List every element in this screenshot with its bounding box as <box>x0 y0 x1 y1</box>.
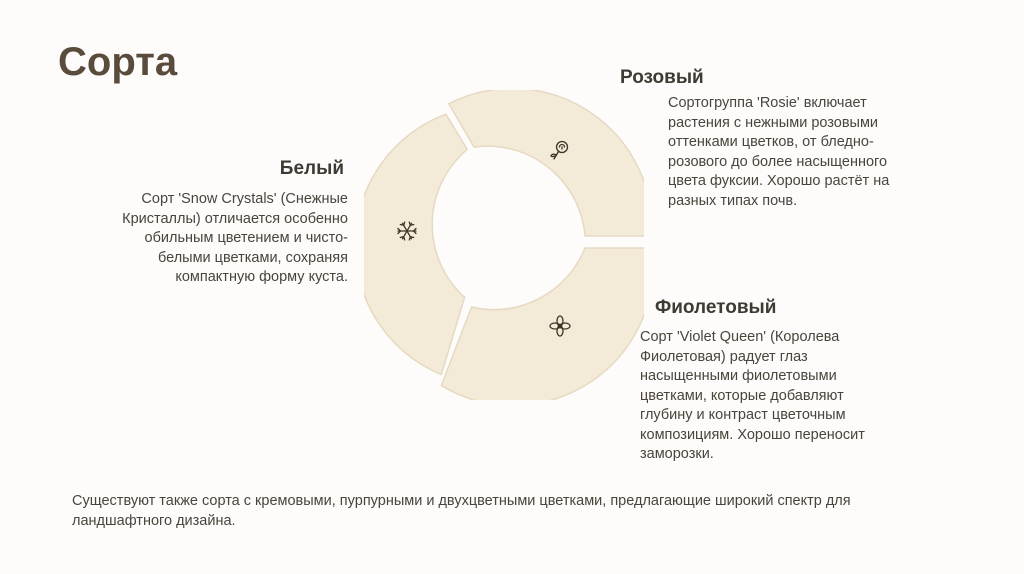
slide-title: Сорта <box>58 40 178 84</box>
segment-pink-heading: Розовый <box>620 67 704 88</box>
footer-text: Существуют также сорта с кремовыми, пурпурными и двухцветными цветками, предлагающие широкий спектр для ландшафтного дизайна. <box>72 493 851 529</box>
segment-violet <box>441 248 644 400</box>
segment-white-heading: Белый <box>279 158 344 179</box>
cycle-diagram <box>364 90 644 400</box>
segment-pink-text: Сортогруппа 'Rosie' включает растения с нежными розовыми оттенками цветков, от бледно-розового до более насыщенного цвета фуксии. Хорошо растёт на разных типах почв. <box>668 95 890 209</box>
segment-pink <box>449 90 644 236</box>
segment-violet-heading: Фиолетовый <box>655 297 777 318</box>
segment-violet-text: Сорт 'Violet Queen' (Королева Фиолетовая) радует глаз насыщенными фиолетовыми цветками, которые добавляют глубину и контраст цветочным композициям. Хорошо переносит заморозки. <box>640 329 865 462</box>
segment-white-text: Сорт 'Snow Crystals' (Снежные Кристаллы) отличается особенно обильным цветением и чисто-белыми цветками, сохраняя компактную форму куста. <box>122 191 348 285</box>
segment-white <box>364 114 467 374</box>
